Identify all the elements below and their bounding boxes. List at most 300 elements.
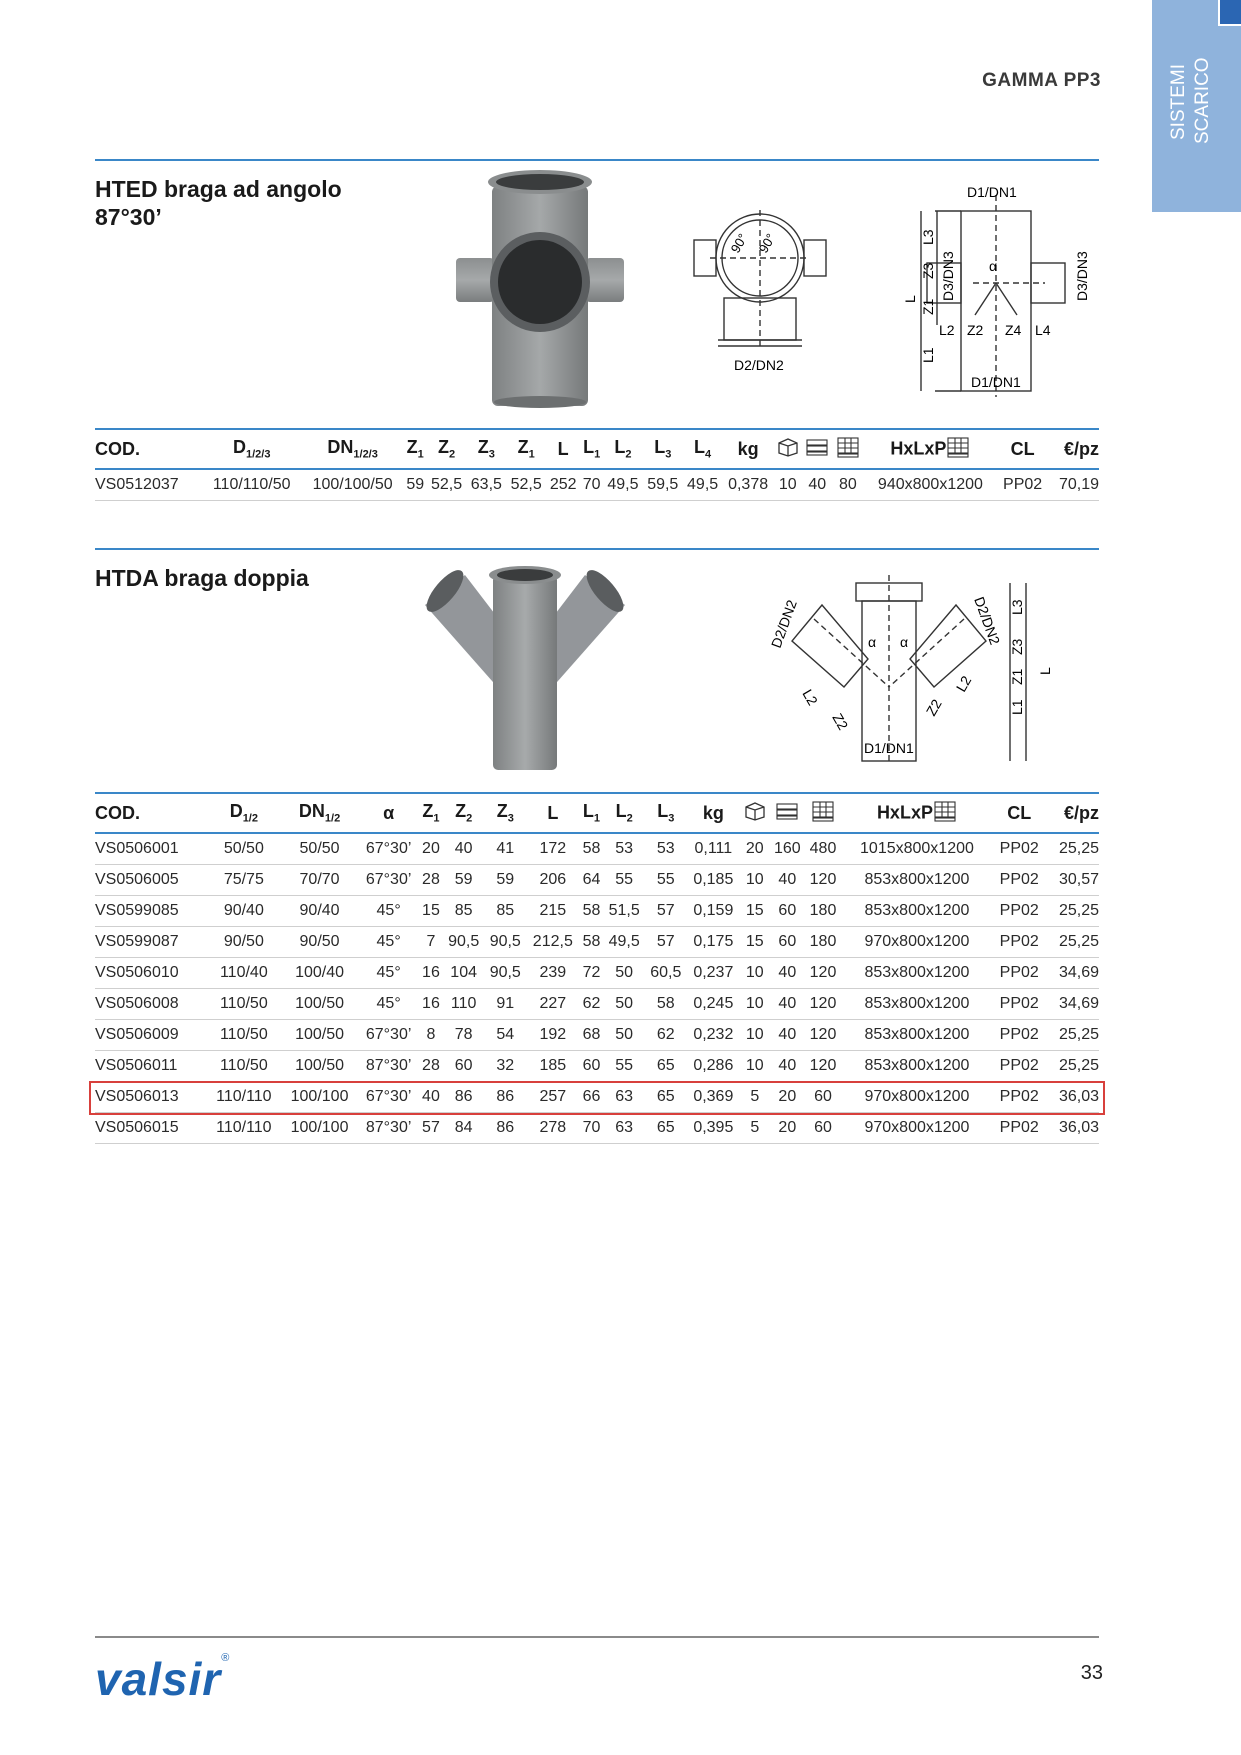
- table-cell: 25,25: [1045, 1020, 1099, 1051]
- table-cell: 55: [603, 1051, 645, 1082]
- table-cell: 70/70: [281, 865, 358, 896]
- htda-label-alpha-left: α: [868, 634, 877, 650]
- hted-label-z2: Z2: [967, 322, 984, 338]
- hted-label-d1dn1-bottom: D1/DN1: [971, 374, 1021, 390]
- table-cell: PP02: [993, 1082, 1045, 1113]
- table-cell: 60: [443, 1051, 485, 1082]
- table-cell: 172: [526, 833, 580, 865]
- table-cell: 10: [740, 1020, 769, 1051]
- table-cell: 53: [603, 833, 645, 865]
- table-cell: 0,111: [687, 833, 741, 865]
- table-cell: 10: [740, 865, 769, 896]
- table-cell: 30,57: [1045, 865, 1099, 896]
- htda-label-z1: Z1: [1009, 668, 1025, 685]
- table-cell: 0,245: [687, 989, 741, 1020]
- table-row: [95, 833, 1099, 865]
- table-cell: 110/50: [207, 1020, 281, 1051]
- htda-diagram: [760, 575, 1060, 765]
- table-cell: 0,286: [687, 1051, 741, 1082]
- hted-label-l3: L3: [920, 229, 936, 245]
- hted-table: [95, 428, 1099, 501]
- table-cell: PP02: [993, 989, 1045, 1020]
- tray-icon: [805, 437, 829, 457]
- section2-top-rule: [95, 548, 1099, 550]
- table-cell: 60: [580, 1051, 604, 1082]
- table-cell: PP02: [993, 1113, 1045, 1144]
- table-cell: 40: [769, 1020, 805, 1051]
- table-cell: 110/110: [207, 1113, 281, 1144]
- column-header: €/pz: [1048, 429, 1099, 469]
- hted-label-d2dn2: D2/DN2: [734, 357, 784, 373]
- table-cell: 57: [419, 1113, 443, 1144]
- table-cell: 1015x800x1200: [841, 833, 993, 865]
- htda-label-d2dn2-right: D2/DN2: [971, 594, 1004, 647]
- table-cell: 60: [805, 1082, 841, 1113]
- table-cell: 90,5: [484, 958, 526, 989]
- table-row: [95, 469, 1099, 501]
- table-cell: 20: [419, 833, 443, 865]
- table-cell: 87°30’: [358, 1113, 419, 1144]
- table-cell: 66: [580, 1082, 604, 1113]
- table-cell: 45°: [358, 896, 419, 927]
- htda-label-alpha-right: α: [900, 634, 909, 650]
- table-cell: 52,5: [506, 469, 546, 501]
- footer-rule: [95, 1636, 1099, 1638]
- table-cell: 65: [645, 1082, 687, 1113]
- table-cell: 59: [443, 865, 485, 896]
- table-cell: 40: [769, 958, 805, 989]
- table-cell: 85: [443, 896, 485, 927]
- table-cell: 53: [645, 833, 687, 865]
- htda-label-z3: Z3: [1009, 638, 1025, 655]
- column-header: CL: [993, 793, 1045, 833]
- hted-label-alpha: α: [989, 258, 998, 274]
- table-cell: 970x800x1200: [841, 927, 993, 958]
- table-cell: 110/110: [207, 1082, 281, 1113]
- table-cell: 20: [740, 833, 769, 865]
- table-cell: 90/40: [281, 896, 358, 927]
- table-cell: 41: [484, 833, 526, 865]
- table-cell: 50: [603, 958, 645, 989]
- table-cell: 25,25: [1045, 833, 1099, 865]
- htda-product-photo: [405, 565, 645, 770]
- column-header: [833, 429, 864, 469]
- box-icon: [744, 801, 766, 821]
- table-row: [95, 896, 1099, 927]
- table-row: [95, 989, 1099, 1020]
- column-header: $L_2$: [603, 793, 645, 833]
- pallet-icon: [811, 800, 835, 822]
- hted-label-l4: L4: [1035, 322, 1051, 338]
- column-header: [805, 793, 841, 833]
- pallet-dimensions-icon: [933, 800, 957, 827]
- table-row: [95, 1020, 1099, 1051]
- table-cell: 58: [580, 927, 604, 958]
- column-header: $L_1$: [580, 793, 604, 833]
- column-header: $L_3$: [643, 429, 683, 469]
- table-cell: 50/50: [207, 833, 281, 865]
- table-cell: 86: [484, 1113, 526, 1144]
- table-cell: 480: [805, 833, 841, 865]
- column-header: [802, 429, 833, 469]
- column-header: $L_2$: [603, 429, 643, 469]
- table-cell: 8: [419, 1020, 443, 1051]
- table-cell: 67°30’: [358, 1082, 419, 1113]
- table-cell: 185: [526, 1051, 580, 1082]
- table-cell: 49,5: [683, 469, 723, 501]
- hted-label-z1: Z1: [920, 298, 936, 315]
- table-cell: 120: [805, 865, 841, 896]
- table-cell: 70: [580, 1113, 604, 1144]
- column-header: COD.: [95, 793, 207, 833]
- table-cell: PP02: [993, 833, 1045, 865]
- table-cell: 104: [443, 958, 485, 989]
- table-cell: 51,5: [603, 896, 645, 927]
- table-cell: 40: [769, 865, 805, 896]
- column-header: $D_{1/2/3}$: [202, 429, 301, 469]
- table-cell: 120: [805, 958, 841, 989]
- table-cell: 67°30’: [358, 833, 419, 865]
- section1-title-line1: HTED braga ad angolo: [95, 176, 342, 202]
- table-cell: 853x800x1200: [841, 989, 993, 1020]
- column-header: $Z_1$: [419, 793, 443, 833]
- column-header: kg: [687, 793, 741, 833]
- column-header: $Z_3$: [484, 793, 526, 833]
- table-cell: 50/50: [281, 833, 358, 865]
- table-cell: 0,159: [687, 896, 741, 927]
- table-cell: VS0599087: [95, 927, 207, 958]
- table-cell: 40: [802, 469, 833, 501]
- hted-label-d3dn3-left: D3/DN3: [940, 251, 956, 301]
- column-header: CL: [998, 429, 1048, 469]
- table-cell: 252: [546, 469, 580, 501]
- table-cell: PP02: [993, 927, 1045, 958]
- table-cell: 67°30’: [358, 865, 419, 896]
- pallet-icon: [836, 436, 860, 458]
- table-cell: 60,5: [645, 958, 687, 989]
- section-tab-label: [1162, 52, 1232, 202]
- table-cell: 65: [645, 1113, 687, 1144]
- column-header: $Z_2$: [443, 793, 485, 833]
- table-cell: 0,237: [687, 958, 741, 989]
- column-header: $D_{1/2}$: [207, 793, 281, 833]
- table-cell: 192: [526, 1020, 580, 1051]
- table-cell: 52,5: [427, 469, 467, 501]
- valsir-logo: [95, 1652, 229, 1706]
- section1-top-rule: [95, 159, 1099, 161]
- table-cell: 206: [526, 865, 580, 896]
- htda-label-l1: L1: [1009, 699, 1025, 715]
- table-cell: 278: [526, 1113, 580, 1144]
- table-cell: 70: [580, 469, 603, 501]
- table-cell: 40: [443, 833, 485, 865]
- table-cell: VS0599085: [95, 896, 207, 927]
- column-header: HxLxP: [863, 429, 997, 469]
- column-header: kg: [723, 429, 774, 469]
- table-cell: 0,395: [687, 1113, 741, 1144]
- table-cell: 0,232: [687, 1020, 741, 1051]
- table-cell: 20: [769, 1113, 805, 1144]
- table-cell: 853x800x1200: [841, 1020, 993, 1051]
- table-cell: 84: [443, 1113, 485, 1144]
- table-cell: 100/50: [281, 989, 358, 1020]
- highlighted-row-frame: [89, 1081, 1105, 1115]
- table-cell: 239: [526, 958, 580, 989]
- table-row: [95, 927, 1099, 958]
- table-cell: 7: [419, 927, 443, 958]
- section1-title: [95, 175, 342, 231]
- table-cell: 63: [603, 1113, 645, 1144]
- htda-label-z2-right: Z2: [922, 696, 945, 719]
- table-cell: 64: [580, 865, 604, 896]
- table-cell: 100/50: [281, 1051, 358, 1082]
- table-cell: 58: [580, 833, 604, 865]
- table-cell: 34,69: [1045, 958, 1099, 989]
- htda-label-l2-right: L2: [952, 673, 975, 695]
- tray-icon: [775, 801, 799, 821]
- column-header: $Z_2$: [427, 429, 467, 469]
- column-header: $Z_1$: [506, 429, 546, 469]
- table-cell: 10: [740, 989, 769, 1020]
- table-cell: 40: [419, 1082, 443, 1113]
- table-cell: VS0506015: [95, 1113, 207, 1144]
- table-cell: 60: [769, 927, 805, 958]
- table-cell: 54: [484, 1020, 526, 1051]
- table-cell: VS0506001: [95, 833, 207, 865]
- table-cell: 70,19: [1048, 469, 1099, 501]
- hted-label-l1: L1: [920, 347, 936, 363]
- table-cell: 59: [404, 469, 427, 501]
- box-icon: [777, 437, 799, 457]
- table-cell: 100/100: [281, 1082, 358, 1113]
- column-header: α: [358, 793, 419, 833]
- column-header: $DN_{1/2}$: [281, 793, 358, 833]
- table-cell: 110/50: [207, 989, 281, 1020]
- table-cell: PP02: [993, 958, 1045, 989]
- hted-label-d1dn1-top: D1/DN1: [967, 184, 1017, 200]
- table-cell: 15: [419, 896, 443, 927]
- table-cell: 0,378: [723, 469, 774, 501]
- table-cell: 86: [443, 1082, 485, 1113]
- htda-label-d2dn2-left: D2/DN2: [767, 597, 800, 651]
- hted-front-diagram: [690, 200, 840, 380]
- table-cell: 65: [645, 1051, 687, 1082]
- table-cell: VS0512037: [95, 469, 202, 501]
- column-header: [740, 793, 769, 833]
- table-cell: 49,5: [603, 469, 643, 501]
- htda-label-z2-left: Z2: [829, 710, 852, 733]
- table-cell: 110/40: [207, 958, 281, 989]
- table-cell: 100/100: [281, 1113, 358, 1144]
- table-cell: 75/75: [207, 865, 281, 896]
- table-cell: 32: [484, 1051, 526, 1082]
- table-cell: 59,5: [643, 469, 683, 501]
- table-cell: 180: [805, 927, 841, 958]
- hted-label-d3dn3-right: D3/DN3: [1074, 251, 1090, 301]
- table-cell: 10: [774, 469, 802, 501]
- table-cell: 86: [484, 1082, 526, 1113]
- column-header: $L_3$: [645, 793, 687, 833]
- table-cell: 100/40: [281, 958, 358, 989]
- pallet-dimensions-icon: [946, 436, 970, 463]
- section1-title-line2: 87°30’: [95, 204, 162, 230]
- table-cell: 57: [645, 927, 687, 958]
- column-header: [774, 429, 802, 469]
- hted-label-l2: L2: [939, 322, 955, 338]
- table-cell: 25,25: [1045, 896, 1099, 927]
- table-cell: 0,175: [687, 927, 741, 958]
- column-header: HxLxP: [841, 793, 993, 833]
- table-cell: 10: [740, 1051, 769, 1082]
- table-row: [95, 865, 1099, 896]
- table-cell: VS0506010: [95, 958, 207, 989]
- column-header: $Z_3$: [466, 429, 506, 469]
- table-cell: 853x800x1200: [841, 896, 993, 927]
- table-cell: 15: [740, 896, 769, 927]
- table-cell: 160: [769, 833, 805, 865]
- hted-product-photo: [440, 170, 640, 410]
- column-header: L: [526, 793, 580, 833]
- table-cell: 100/100/50: [301, 469, 403, 501]
- table-cell: PP02: [993, 896, 1045, 927]
- table-cell: 28: [419, 865, 443, 896]
- table-cell: 0,369: [687, 1082, 741, 1113]
- htda-label-l: L: [1037, 667, 1053, 675]
- column-header: COD.: [95, 429, 202, 469]
- table-cell: 58: [580, 896, 604, 927]
- column-header: $L_1$: [580, 429, 603, 469]
- table-cell: VS0506013: [95, 1082, 207, 1113]
- table-cell: 853x800x1200: [841, 1051, 993, 1082]
- hted-label-z4: Z4: [1005, 322, 1022, 338]
- table-cell: 0,185: [687, 865, 741, 896]
- table-cell: VS0506008: [95, 989, 207, 1020]
- table-cell: 50: [603, 1020, 645, 1051]
- table-cell: 110: [443, 989, 485, 1020]
- htda-label-d1dn1: D1/DN1: [864, 740, 914, 756]
- table-cell: VS0506009: [95, 1020, 207, 1051]
- hted-angle-a: 90°: [727, 230, 751, 256]
- table-cell: 110/50: [207, 1051, 281, 1082]
- table-cell: 257: [526, 1082, 580, 1113]
- column-header: [769, 793, 805, 833]
- table-cell: 80: [833, 469, 864, 501]
- table-cell: VS0506011: [95, 1051, 207, 1082]
- htda-label-l3: L3: [1009, 599, 1025, 615]
- table-cell: 50: [603, 989, 645, 1020]
- table-cell: 72: [580, 958, 604, 989]
- table-cell: 34,69: [1045, 989, 1099, 1020]
- table-cell: 120: [805, 1020, 841, 1051]
- table-cell: 970x800x1200: [841, 1082, 993, 1113]
- table-cell: 940x800x1200: [863, 469, 997, 501]
- page-number: 33: [1080, 1662, 1103, 1684]
- column-header: $Z_1$: [404, 429, 427, 469]
- hted-label-l: L: [902, 295, 918, 303]
- table-cell: 110/110/50: [202, 469, 301, 501]
- table-cell: 120: [805, 1051, 841, 1082]
- table-cell: 67°30’: [358, 1020, 419, 1051]
- table-cell: 62: [580, 989, 604, 1020]
- table-cell: 45°: [358, 958, 419, 989]
- table-cell: 20: [769, 1082, 805, 1113]
- tab-corner-marker: [1218, 0, 1241, 26]
- table-cell: 62: [645, 1020, 687, 1051]
- table-cell: 5: [740, 1082, 769, 1113]
- table-cell: 60: [769, 896, 805, 927]
- column-header: $L_4$: [683, 429, 723, 469]
- table-cell: 63,5: [466, 469, 506, 501]
- table-cell: PP02: [993, 865, 1045, 896]
- table-cell: 59: [484, 865, 526, 896]
- table-cell: 100/50: [281, 1020, 358, 1051]
- table-row: [95, 1051, 1099, 1082]
- table-cell: PP02: [998, 469, 1048, 501]
- table-cell: 120: [805, 989, 841, 1020]
- table-cell: 36,03: [1045, 1082, 1099, 1113]
- tab-label-line2: SCARICO: [1192, 57, 1213, 144]
- table-row: [95, 1113, 1099, 1144]
- table-cell: 58: [645, 989, 687, 1020]
- table-cell: 87°30’: [358, 1051, 419, 1082]
- table-cell: 180: [805, 896, 841, 927]
- table-cell: 40: [769, 1051, 805, 1082]
- table-cell: 55: [645, 865, 687, 896]
- table-cell: 55: [603, 865, 645, 896]
- table-cell: 90/40: [207, 896, 281, 927]
- hted-side-diagram: [855, 175, 1095, 400]
- table-cell: 16: [419, 989, 443, 1020]
- table-cell: 45°: [358, 927, 419, 958]
- section2-title: HTDA braga doppia: [95, 565, 309, 591]
- table-cell: VS0506005: [95, 865, 207, 896]
- table-cell: 28: [419, 1051, 443, 1082]
- column-header: €/pz: [1045, 793, 1099, 833]
- table-row: [95, 958, 1099, 989]
- table-cell: 5: [740, 1113, 769, 1144]
- table-cell: 853x800x1200: [841, 865, 993, 896]
- column-header: $DN_{1/2/3}$: [301, 429, 403, 469]
- table-cell: 25,25: [1045, 927, 1099, 958]
- table-cell: 90/50: [281, 927, 358, 958]
- table-cell: 60: [805, 1113, 841, 1144]
- tab-label-line1: SISTEMI: [1168, 63, 1189, 140]
- column-header: L: [546, 429, 580, 469]
- table-cell: 212,5: [526, 927, 580, 958]
- table-cell: 36,03: [1045, 1113, 1099, 1144]
- table-cell: PP02: [993, 1051, 1045, 1082]
- htda-label-l2-left: L2: [799, 686, 822, 708]
- logo-registered: ®: [221, 1652, 230, 1664]
- table-cell: 90/50: [207, 927, 281, 958]
- table-cell: 57: [645, 896, 687, 927]
- table-cell: 90,5: [484, 927, 526, 958]
- table-cell: 49,5: [603, 927, 645, 958]
- range-heading: GAMMA PP3: [982, 70, 1101, 91]
- table-cell: 15: [740, 927, 769, 958]
- table-cell: 91: [484, 989, 526, 1020]
- table-cell: 853x800x1200: [841, 958, 993, 989]
- table-cell: 45°: [358, 989, 419, 1020]
- table-cell: 970x800x1200: [841, 1113, 993, 1144]
- hted-angle-b: 90°: [755, 230, 779, 256]
- table-cell: 85: [484, 896, 526, 927]
- table-cell: 68: [580, 1020, 604, 1051]
- table-cell: 25,25: [1045, 1051, 1099, 1082]
- table-cell: 10: [740, 958, 769, 989]
- table-cell: 227: [526, 989, 580, 1020]
- table-cell: 40: [769, 989, 805, 1020]
